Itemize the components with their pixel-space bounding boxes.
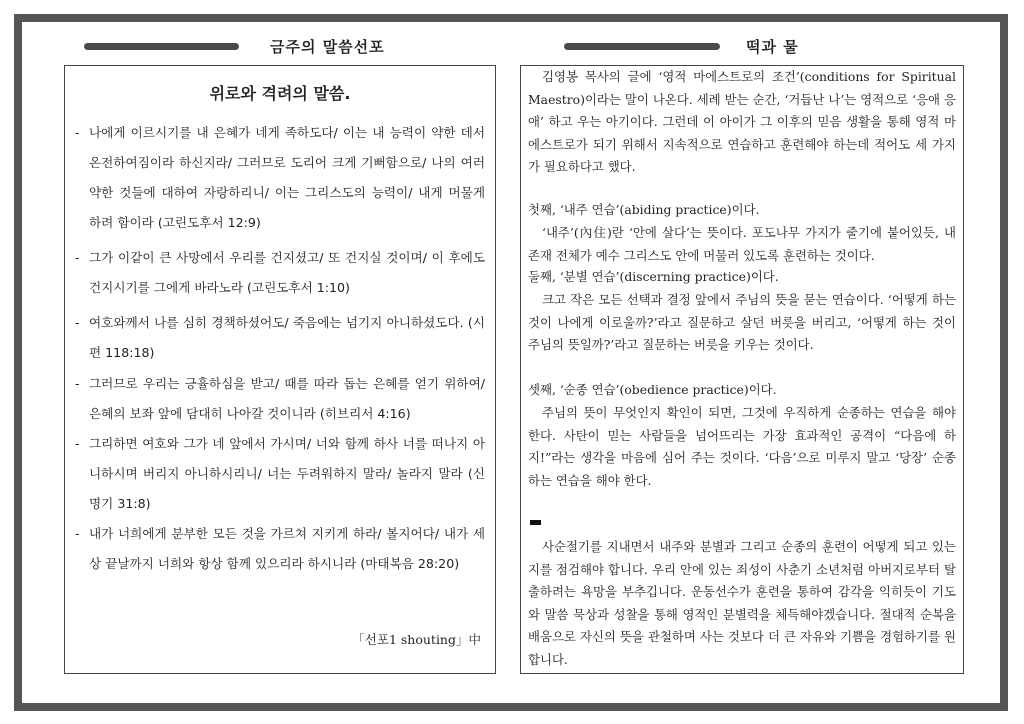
meditation-paragraph: ‘내주’(內住)란 ‘안에 살다’는 뜻이다. 포도나무 가지가 줄기에 붙어있듯, 내 존재 전체가 예수 그리스도 안에 머물러 있도록 훈련하는 것이다. xyxy=(528,225,956,263)
verse-item xyxy=(75,369,485,429)
verse-item xyxy=(75,429,485,519)
meditation-paragraph: 김영봉 목사의 글에 ‘영적 마에스트로의 조건’(conditions for Spiritual Maestro)이라는 말이 나온다. 세례 받는 순간, ‘거듭난 나’는 영적으로 ‘응애 응애’ 하고 우는 아기이다. 그런데 이 아이가 그 이후의 믿음 생활을 통해 영적 마에스트로가 되기 위해서 지속적으로 연습하고 훈련해야 하는데 적어도 세 가지가 필요하다고 했다. xyxy=(528,69,956,174)
verse-text: 그러므로 우리는 긍휼하심을 받고/ 때를 따라 돕는 은혜를 얻기 위하여/ 은혜의 보좌 앞에 담대히 나아갈 것이니라 (히브리서 4:16) xyxy=(89,376,485,421)
verse-marker: - xyxy=(75,436,80,451)
meditation-box xyxy=(520,65,964,674)
meditation-paragraph: 사순절기를 지내면서 내주와 분별과 그리고 순종의 훈련이 어떻게 되고 있는지를 점검해야 합니다. 우리 안에 있는 죄성이 사춘기 소년처럼 아버지로부터 탈출하려는 욕망을 부추깁니다. 운동선수가 훈련을 통하여 감각을 익히듯이 기도와 말씀 묵상과 성찰을 통해 영적인 분별력을 체득해야겠습니다. 절대적 순복을 배움으로 자신의 뜻을 관철하며 사는 것보다 더 큰 자유와 기쁨을 경험하기를 원합니다. xyxy=(528,539,956,667)
sermon-source: 「선포1 shouting」中 xyxy=(352,632,481,647)
verse-item xyxy=(75,118,485,238)
verse-marker: - xyxy=(75,315,80,330)
verse-text: 내가 너희에게 분부한 모든 것을 가르쳐 지키게 하라/ 볼지어다/ 내가 세상 끝날까지 너희와 항상 함께 있으리라 하시니라 (마태복음 28:20) xyxy=(89,526,485,571)
verse-marker: - xyxy=(75,526,80,541)
left-header-bar xyxy=(84,43,239,50)
verse-text: 여호와께서 나를 심히 경책하셨어도/ 죽음에는 넘기지 아니하셨도다. (시편 118:18) xyxy=(89,315,485,360)
sermon-title: 위로와 격려의 말씀. xyxy=(209,84,351,103)
left-header xyxy=(80,34,500,60)
meditation-paragraph: 셋째, ‘순종 연습’(obedience practice)이다. xyxy=(528,382,777,397)
verse-text: 나에게 이르시기를 내 은혜가 네게 족하도다/ 이는 내 능력이 약한 데서 온전하여짐이라 하신지라/ 그러므로 도리어 크게 기뻐함으로/ 나의 여러 약한 것들에 대하여 자랑하리니/ 이는 그리스도의 능력이/ 내게 머물게 하려 함이라 (고린도후서 12:9) xyxy=(89,125,485,230)
verse-text: 그리하면 여호와 그가 네 앞에서 가시며/ 너와 함께 하사 너를 떠나지 아니하시며 버리지 아니하시리니/ 너는 두려워하지 말라/ 놀라지 말라 (신명기 31:8) xyxy=(89,436,485,511)
right-header-bar xyxy=(564,43,720,50)
meditation-paragraph: 둘째, ‘분별 연습’(discerning practice)이다. xyxy=(528,269,779,284)
verse-item xyxy=(75,308,485,368)
verse-marker: - xyxy=(75,125,80,140)
verse-marker: - xyxy=(75,250,80,265)
right-header xyxy=(560,34,980,60)
separator-mark xyxy=(530,520,541,525)
verse-item xyxy=(75,519,485,579)
meditation-paragraph: 첫째, ‘내주 연습’(abiding practice)이다. xyxy=(528,202,760,217)
left-header-title: 금주의 말씀선포 xyxy=(270,38,385,56)
meditation-paragraph: 주님의 뜻이 무엇인지 확인이 되면, 그것에 우직하게 순종하는 연습을 해야 한다. 사탄이 믿는 사람들을 넘어뜨리는 가장 효과적인 공격이 “다음에 하지!”라는 생각을 마음에 심어 주는 것이다. ‘다음’으로 미루지 말고 ‘당장’ 순종하는 연습을 해야 한다. xyxy=(528,405,956,488)
verse-text: 그가 이같이 큰 사망에서 우리를 건지셨고/ 또 건지실 것이며/ 이 후에도 건지시기를 그에게 바라노라 (고린도후서 1:10) xyxy=(89,250,485,295)
sermon-box xyxy=(64,65,496,674)
right-header-title: 떡과 물 xyxy=(746,38,799,56)
meditation-paragraph: 크고 작은 모든 선택과 결정 앞에서 주님의 뜻을 묻는 연습이다. ‘어떻게 하는 것이 나에게 이로울까?’라고 질문하고 살던 버릇을 버리고, ‘어떻게 하는 것이 주님의 뜻일까?’라고 질문하는 버릇을 키우는 것이다. xyxy=(528,292,956,352)
verse-item xyxy=(75,243,485,303)
verse-marker: - xyxy=(75,376,80,391)
